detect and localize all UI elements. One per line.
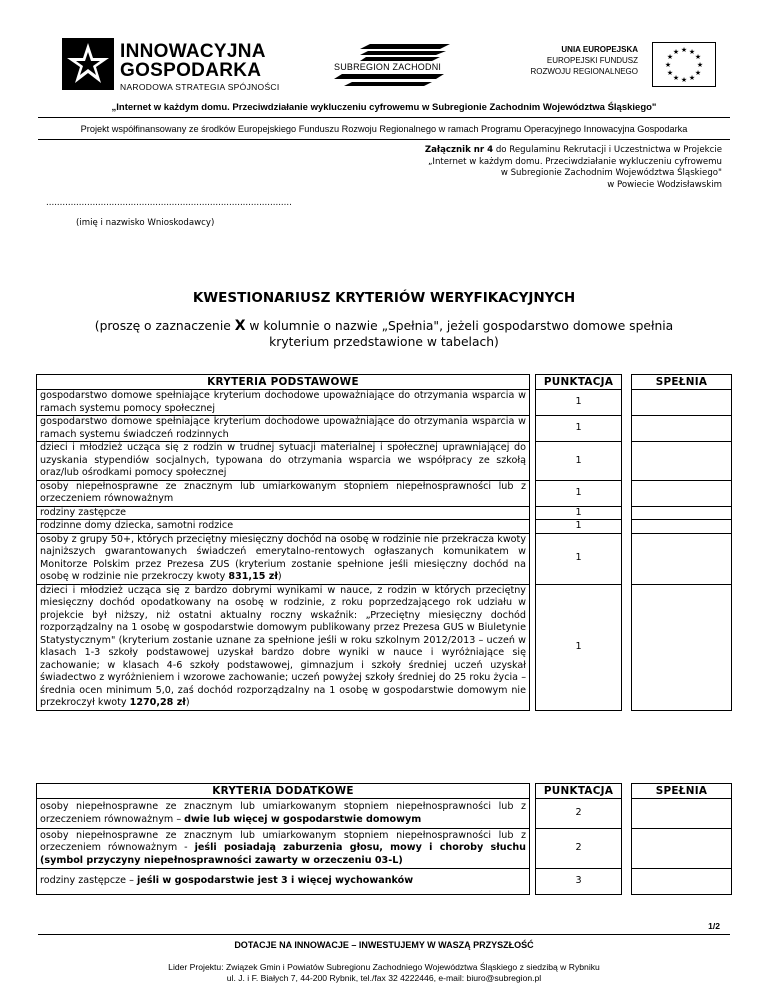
column-gap	[622, 442, 632, 481]
eu-text-block	[478, 44, 638, 77]
criteria-text	[37, 520, 530, 534]
criteria-text-main: rodziny zastępcze	[40, 506, 127, 518]
column-gap	[622, 584, 632, 710]
footer-rule	[38, 934, 730, 935]
column-gap	[622, 869, 632, 895]
criteria-row	[37, 520, 732, 534]
criteria-text	[37, 390, 530, 416]
criteria-points: 1	[536, 480, 622, 506]
footer-slogan: DOTACJE NA INNOWACJE – INWESTUJEMY W WASZĄ PRZYSZŁOŚĆ	[234, 940, 534, 950]
footer-leader	[0, 962, 768, 983]
meets-checkbox-cell[interactable]	[632, 829, 732, 869]
basic-criteria-table	[36, 374, 732, 711]
basic-col-points: PUNKTACJA	[536, 375, 622, 390]
criteria-text-main: gospodarstwo domowe spełniające kryterium dochodowe upoważniające do otrzymania wsparcia w ramach systemu pomocy społecznej	[40, 390, 526, 414]
criteria-text	[37, 480, 530, 506]
criteria-points: 2	[536, 799, 622, 829]
criteria-row	[37, 584, 732, 710]
eu-line2: EUROPEJSKI FUNDUSZ	[546, 56, 638, 65]
basic-col-meets: SPEŁNIA	[632, 375, 732, 390]
criteria-points: 1	[536, 533, 622, 584]
basic-col-criteria: KRYTERIA PODSTAWOWE	[37, 375, 530, 390]
ig-logo-subtitle: NARODOWA STRATEGIA SPÓJNOŚCI	[120, 82, 280, 92]
svg-text:★: ★	[694, 53, 702, 61]
criteria-text-bold: jeśli w gospodarstwie jest 3 i więcej wychowanków	[136, 875, 414, 887]
criteria-points: 1	[536, 442, 622, 481]
criteria-row	[37, 869, 732, 895]
criteria-row	[37, 506, 732, 520]
cofinancing-note: Projekt współfinansowany ze środków Europejskiego Funduszu Rozwoju Regionalnego w ramach Programu Operacyjnego Innowacyjna Gospodarka	[80, 124, 688, 134]
subregion-stripes-icon	[360, 44, 450, 62]
criteria-text-bold: 831,15 zł	[228, 571, 278, 582]
annex-line1: do Regulaminu Rekrutacji i Uczestnictwa w Projekcie	[493, 145, 722, 155]
meets-checkbox-cell[interactable]	[632, 442, 732, 481]
criteria-text-after: )	[185, 697, 190, 708]
criteria-text	[37, 584, 530, 710]
annex-line3: w Subregionie Zachodnim Województwa Śląskiego"	[500, 168, 722, 178]
criteria-row	[37, 442, 732, 481]
meets-checkbox-cell[interactable]	[632, 416, 732, 442]
svg-text:★: ★	[688, 48, 696, 56]
criteria-text-bold: dwie lub więcej w gospodarstwie domowym	[184, 813, 422, 825]
meets-checkbox-cell[interactable]	[632, 506, 732, 520]
applicant-name-caption: (imię i nazwisko Wnioskodawcy)	[76, 218, 215, 228]
criteria-text-main: rodziny zastępcze –	[40, 875, 137, 887]
meets-checkbox-cell[interactable]	[632, 533, 732, 584]
criteria-text-main: rodzinne domy dziecka, samotni rodzice	[40, 520, 234, 531]
column-gap	[622, 799, 632, 829]
criteria-text-main: osoby niepełnosprawne ze znacznym lub umiarkowanym stopniem niepełnosprawności lub z orzeczeniem równoważnym -	[40, 829, 526, 854]
instruction-note	[80, 318, 688, 350]
column-gap	[622, 520, 632, 534]
criteria-text-main: osoby z grupy 50+, których przeciętny miesięczny dochód na osobę w rodzinie nie przekracza kwoty najniższych gwarantowanych świadczeń emerytalno-rentowych ogłaszanych komunikatem w Monitorze Polskim przez Prezesa ZUS (kryterium zostanie spełnione jeśli miesięczny dochód na osobę w rodzinie nie przekroczy kwoty	[40, 533, 526, 582]
project-title: „Internet w każdym domu. Przeciwdziałanie wykluczeniu cyfrowemu w Subregionie Zachodnim Województwa Śląskiego"	[111, 102, 657, 113]
column-gap	[622, 829, 632, 869]
basic-col-gap2	[622, 375, 632, 390]
criteria-points: 1	[536, 390, 622, 416]
svg-text:★: ★	[694, 69, 702, 77]
criteria-row	[37, 799, 732, 829]
criteria-text-main: dzieci i młodzież ucząca się z rodzin w trudnej sytuacji materialnej i społecznej uprawniającej do uzyskania stypendiów socjalnych, typowana do otrzymania wsparcia we współpracy ze szkołą oraz/lub ośrodkami pomocy społecznej	[40, 442, 526, 478]
instruction-part1: (proszę o zaznaczenie	[94, 319, 235, 333]
eu-flag-icon	[652, 42, 716, 87]
criteria-points: 1	[536, 506, 622, 520]
meets-checkbox-cell[interactable]	[632, 869, 732, 895]
criteria-text	[37, 869, 530, 895]
extra-criteria-table	[36, 783, 732, 895]
subregion-lower-stripes-icon	[332, 74, 452, 88]
criteria-points: 2	[536, 829, 622, 869]
criteria-row	[37, 390, 732, 416]
criteria-text	[37, 506, 530, 520]
instruction-mark: X	[234, 318, 246, 334]
eu-line1: UNIA EUROPEJSKA	[561, 45, 638, 54]
header-rule-bottom	[38, 139, 730, 140]
criteria-text	[37, 829, 530, 869]
criteria-text-after: )	[277, 571, 282, 582]
form-title: KWESTIONARIUSZ KRYTERIÓW WERYFIKACYJNYCH	[192, 290, 576, 306]
ig-logo-line1: INNOWACYJNA	[120, 41, 266, 62]
column-gap	[622, 416, 632, 442]
innowacyjna-gospodarka-logo	[62, 34, 292, 94]
extra-col-criteria: KRYTERIA DODATKOWE	[37, 784, 530, 799]
criteria-text	[37, 442, 530, 481]
svg-text:★: ★	[672, 48, 680, 56]
meets-checkbox-cell[interactable]	[632, 520, 732, 534]
column-gap	[622, 533, 632, 584]
extra-col-meets: SPEŁNIA	[632, 784, 732, 799]
svg-text:★: ★	[680, 46, 688, 54]
criteria-text	[37, 416, 530, 442]
instruction-part2: w kolumnie o nazwie „Spełnia", jeżeli gospodarstwo domowe spełnia kryterium przedstawione w tabelach)	[245, 319, 674, 349]
basic-table-header	[37, 375, 732, 390]
criteria-row	[37, 416, 732, 442]
column-gap	[622, 480, 632, 506]
criteria-text	[37, 533, 530, 584]
footer-leader-line1: Lider Projektu: Związek Gmin i Powiatów Subregionu Zachodniego Województwa Śląskiego z siedzibą w Rybniku	[168, 962, 600, 972]
ig-logo-line2: GOSPODARKA	[120, 60, 262, 81]
annex-label: Załącznik nr 4	[424, 145, 494, 155]
meets-checkbox-cell[interactable]	[632, 584, 732, 710]
subregion-zachodni-logo	[332, 44, 458, 88]
criteria-points: 3	[536, 869, 622, 895]
header-rule-top	[38, 117, 730, 118]
meets-checkbox-cell[interactable]	[632, 799, 732, 829]
page-number: 1/2	[708, 921, 720, 931]
criteria-points: 1	[536, 584, 622, 710]
criteria-row	[37, 533, 732, 584]
meets-checkbox-cell[interactable]	[632, 480, 732, 506]
criteria-row	[37, 829, 732, 869]
footer-leader-line2: ul. J. i F. Białych 7, 44-200 Rybnik, tel./fax 32 4222446, e-mail: biuro@subregion.pl	[226, 972, 542, 983]
criteria-text-bold: 1270,28 zł	[129, 697, 186, 708]
extra-col-gap2	[622, 784, 632, 799]
criteria-text-main: gospodarstwo domowe spełniające kryterium dochodowe upoważniające do otrzymania wsparcia w ramach systemu świadczeń rodzinnych	[40, 416, 526, 440]
meets-checkbox-cell[interactable]	[632, 390, 732, 416]
extra-table-header	[37, 784, 732, 799]
eu-line3: ROZWOJU REGIONALNEGO	[530, 67, 638, 76]
column-gap	[622, 506, 632, 520]
svg-text:★: ★	[680, 76, 688, 84]
annex-line2: „Internet w każdym domu. Przeciwdziałanie wykluczeniu cyfrowemu	[427, 156, 722, 167]
criteria-text-main: osoby niepełnosprawne ze znacznym lub umiarkowanym stopniem niepełnosprawności lub z orzeczeniem równoważnym	[40, 480, 526, 504]
criteria-points: 1	[536, 416, 622, 442]
applicant-name-field[interactable]: ..........................................................................................	[46, 198, 292, 208]
criteria-row	[37, 480, 732, 506]
criteria-points: 1	[536, 520, 622, 534]
svg-text:★: ★	[688, 74, 696, 82]
annex-line4: w Powiecie Wodzisławskim	[607, 179, 722, 190]
svg-text:★: ★	[664, 61, 672, 69]
svg-text:★: ★	[666, 53, 674, 61]
criteria-text-main: dzieci i młodzież ucząca się z bardzo dobrymi wynikami w nauce, z rodzin w których przeciętny miesięczny dochód opodatkowany na osobę w rodzinie, z roku poprzedzającego rok udziału w projekcie był niższy, niż ostatni aktualny roczny wskaźnik: „Przeciętny miesięczny dochód rozporządzalny na 1 osobę w gospodarstwie domowym publikowany przez Prezesa GUS w Biuletynie Statystycznym" (kryterium zostanie uznane za spełnione jeśli w roku szkolnym 2012/2013 – uczeń w klasach 1-3 szkoły podstawowej uzyskał bardzo dobre wyniki w nauce i wyróżniające się zachowanie; w klasach 4-6 szkoły podstawowej, gimnazjum i szkoły średniej uczeń uzyskał świadectwo z wyróżnieniem i wzorowe zachowanie; uczeń powyżej szkoły średniej do 25 roku życia – średnia ocen minimum 5,0, zaś dochód rozporządzalny na 1 osobę w gospodarstwie domowym nie przekroczył kwoty	[40, 584, 526, 708]
ig-star-icon	[62, 38, 114, 90]
subregion-logo-text: SUBREGION ZACHODNI	[334, 62, 442, 72]
column-gap	[622, 390, 632, 416]
svg-text:★: ★	[672, 74, 680, 82]
extra-col-points: PUNKTACJA	[536, 784, 622, 799]
criteria-text	[37, 799, 530, 829]
svg-text:★: ★	[666, 69, 674, 77]
annex-block	[382, 145, 722, 191]
svg-text:★: ★	[696, 61, 704, 69]
criteria-text-main: osoby niepełnosprawne ze znacznym lub umiarkowanym stopniem niepełnosprawności lub z orzeczeniem równoważnym –	[40, 801, 526, 825]
criteria-text-bold: jeśli posiadają zaburzenia głosu, mowy i choroby słuchu (symbol przyczyny niepełnosprawności zawarty w orzeczeniu 03-L)	[40, 842, 526, 866]
